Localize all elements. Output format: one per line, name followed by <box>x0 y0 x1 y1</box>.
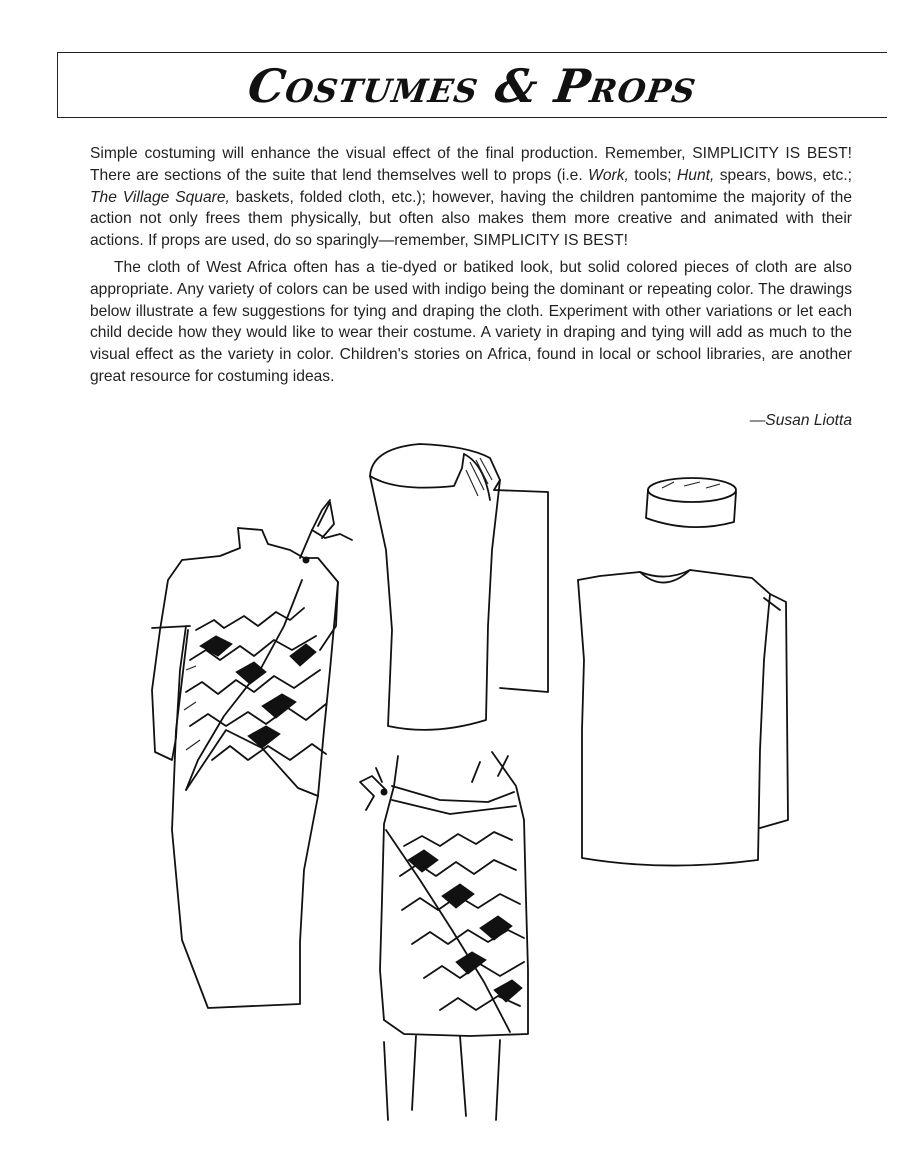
paragraph-1 <box>90 143 852 252</box>
wrapped-cloth-tube <box>370 444 548 730</box>
para1-part-a: Simple costuming will enhance the visual effect of the final production. Remember, SIMPLICITY IS BEST! There are sections of the suite that lend themselves well to props (i.e. <box>90 145 852 184</box>
para1-work: Work, <box>588 166 629 184</box>
para1-part-c: spears, bows, etc.; <box>714 166 852 184</box>
draped-dress-figure <box>152 500 352 1008</box>
para1-village: The Village Square, <box>90 188 230 206</box>
paragraph-2: The cloth of West Africa often has a tie-dyed or batiked look, but solid colored pieces of cloth are also appropriate. Any variety of colors can be used with indigo being the dominant or repeating color. The drawings below illustrate a few suggestions for tying and draping the cloth. Experiment with other variations or let each child decide how they would like to wear their costume. A variety in draping and tying will add as much to the visual effect as the variety in color. Children's stories on Africa, found in local or school libraries, are another great resource for costuming ideas. <box>90 258 852 385</box>
title-banner <box>57 52 887 118</box>
costume-illustrations <box>0 430 900 1164</box>
article-body <box>90 143 852 393</box>
para1-part-d: baskets, folded cloth, etc.); however, having the children pantomime the majority of the action not only frees them physically, but often also makes them more creative and animated with their actions. If props are used, do so sparingly—remember, SIMPLICITY IS BEST! <box>90 188 853 250</box>
wrap-skirt-figure <box>360 752 528 1120</box>
plain-tunic <box>578 570 788 866</box>
para1-part-b: tools; <box>628 166 678 184</box>
attribution: —Susan Liotta <box>749 412 852 429</box>
headband-cylinder <box>646 478 736 527</box>
para1-hunt: Hunt, <box>677 166 715 184</box>
page-title: Costumes & Props <box>244 59 701 113</box>
